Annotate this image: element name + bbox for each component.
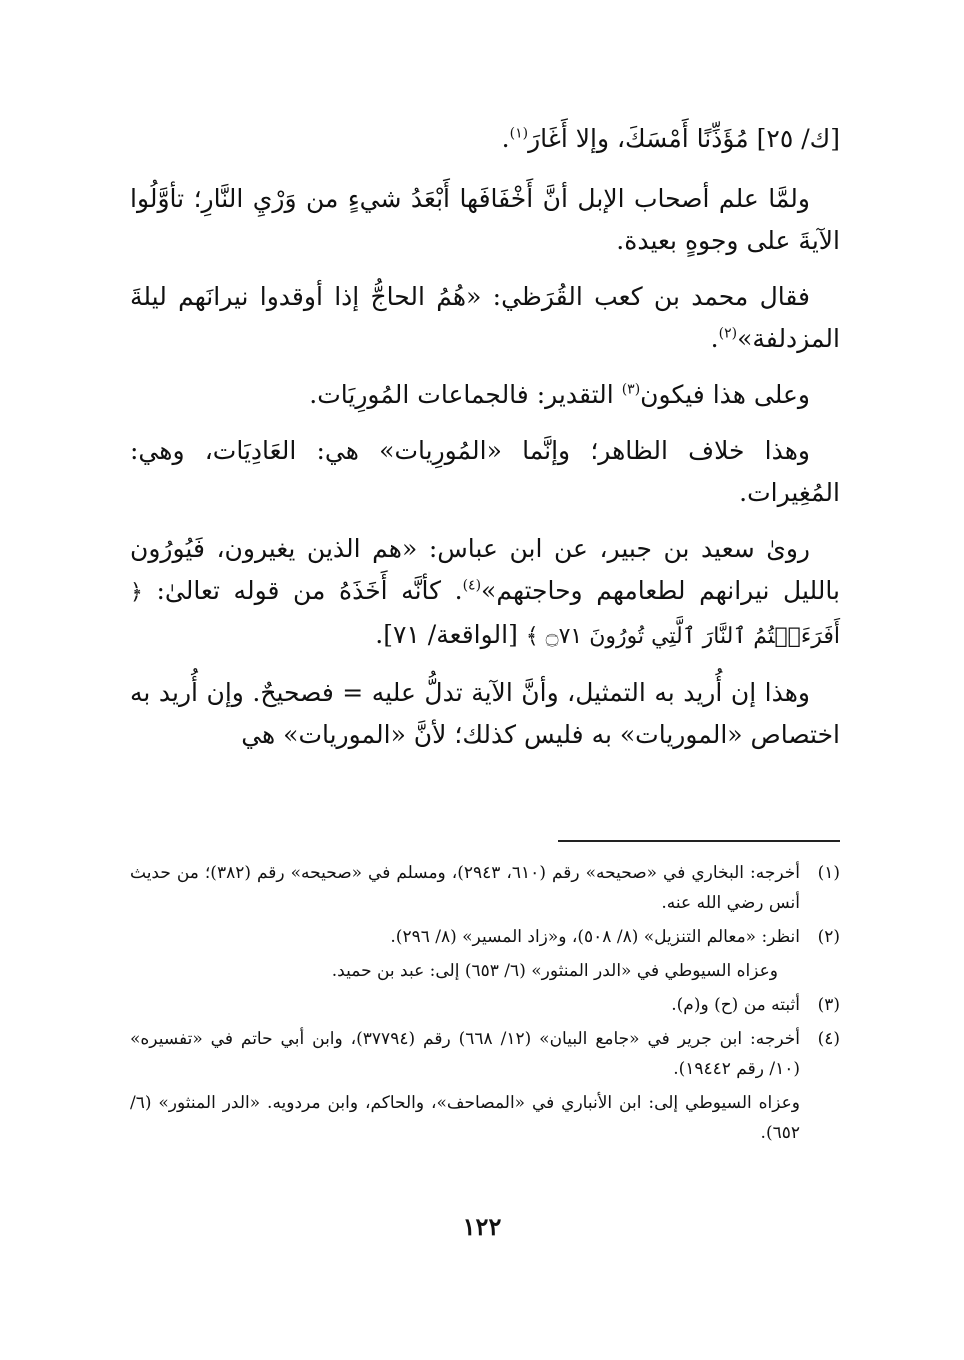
footnote-continuation: وعزاه السيوطي في «الدر المنثور» (٦/ ٦٥٣) إلى: عبد بن حميد. <box>331 961 778 981</box>
footnote-continuation: وعزاه السيوطي إلى: ابن الأنباري في «المصاحف»، والحاكم، وابن مردويه. «الدر المنثور» (٦/ ٦٥٢). <box>130 1093 800 1143</box>
paragraph-tail: . <box>501 124 510 153</box>
verse-reference: [الواقعة/ ٧١]. <box>375 620 526 649</box>
paragraph-5 <box>130 430 840 514</box>
paragraph-text: [ك/ ٢٥] مُؤَذِّنًا أَمْسَكَ، وإلا أَغَارَ <box>528 124 840 153</box>
paragraph-text: ولمَّا علم أصحاب الإبل أنَّ أَخْفَافَها أَبْعَدُ شيءٍ من وَرْيِ النَّارِ؛ تأوَّلُوا الآيةَ على وجوهٍ بعيدة. <box>130 184 840 255</box>
paragraph-text: فقال محمد بن كعب القُرَظي: «هُمُ الحاجُّ إذا أوقدوا نيرانَهم ليلةَ المزدلفة» <box>130 282 840 353</box>
paragraph-3 <box>130 276 840 360</box>
paragraph-tail: التقدير: فالجماعات المُورِيَات. <box>309 380 622 409</box>
paragraph-text: وعلى هذا فيكون <box>640 380 810 409</box>
footnote-1 <box>130 858 840 918</box>
footnote-ref: (٤) <box>462 577 482 594</box>
main-text <box>130 118 840 770</box>
footnote-4 <box>130 1024 840 1084</box>
paragraph-7 <box>130 672 840 756</box>
paragraph-4 <box>130 374 840 416</box>
page-number: ١٢٢ <box>462 1212 502 1241</box>
footnote-ref: (١) <box>509 125 529 142</box>
footnote-number: (١) <box>817 863 840 883</box>
footnote-text: أخرجه: ابن جرير في «جامع البيان» (١٢/ ٦٦٨) رقم (٣٧٧٩٤)، وابن أبي حاتم في «تفسيره» (١٠/ رقم ١٩٤٤٢). <box>130 1029 800 1079</box>
footnote-2 <box>130 922 840 952</box>
paragraph-2 <box>130 178 840 262</box>
paragraph-tail: . كأنَّه أَخَذَهُ من قوله تعالىٰ: <box>156 576 463 605</box>
footnote-number: (٢) <box>817 927 840 947</box>
footnote-ref: (٣) <box>621 381 641 398</box>
paragraph-1 <box>130 118 840 160</box>
quran-verse: ﴿ أَفَرَءَيۡتُمُ ٱلنَّارَ ٱلَّتِي تُورُونَ ۝٧١ ﴾ <box>130 580 840 649</box>
footnote-number: (٤) <box>817 1029 840 1049</box>
footnotes <box>130 858 840 1152</box>
paragraph-text: روىٰ سعيد بن جبير، عن ابن عباس: «هم الذين يغيرون، فَيُورُون بالليل نيرانهم لطعامهم وحاجتهم» <box>130 534 840 605</box>
footnote-text: أثبته من (ح) و(م). <box>671 995 800 1015</box>
footnote-number: (٣) <box>817 995 840 1015</box>
paragraph-text: وهذا إن أُريد به التمثيل، وأنَّ الآية تدلُّ عليه = فصحيحٌ. وإن أُريد به اختصاص «الموريات» به فليس كذلك؛ لأنَّ «الموريات» هي <box>130 678 840 749</box>
footnote-ref: (٢) <box>718 325 738 342</box>
footnote-text: أخرجه: البخاري في «صحيحه» رقم (٦١٠، ٢٩٤٣)، ومسلم في «صحيحه» رقم (٣٨٢)؛ من حديث أنس رضي الله عنه. <box>130 863 800 913</box>
paragraph-text: وهذا خلاف الظاهر؛ وإنَّما «المُورِيات» هي: العَادِيَات، وهي: المُغِيرات. <box>130 436 840 507</box>
footnote-3 <box>130 990 840 1020</box>
paragraph-6 <box>130 528 840 658</box>
footnote-separator <box>558 840 840 842</box>
footnote-text: انظر: «معالم التنزيل» (٨/ ٥٠٨)، و«زاد المسير» (٨/ ٢٩٦). <box>390 927 800 947</box>
paragraph-tail: . <box>710 324 719 353</box>
